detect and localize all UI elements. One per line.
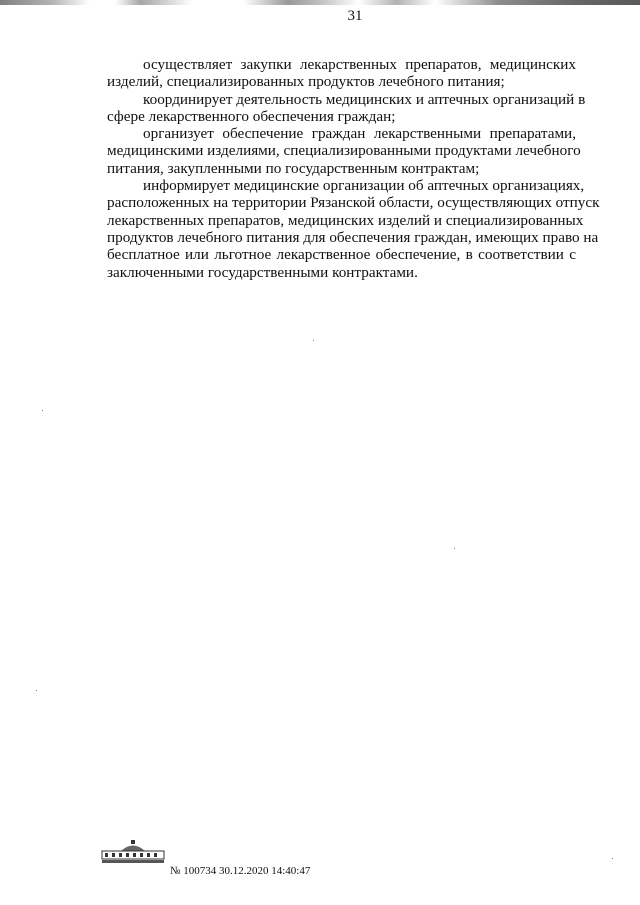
page-number: 31 (347, 8, 363, 24)
scan-speck (313, 340, 314, 341)
scan-speck (612, 858, 613, 859)
building-logo-icon (101, 840, 165, 864)
document-body (107, 56, 600, 281)
text-line: медицинскими изделиями, специализированными продуктами лечебного (107, 142, 581, 160)
scan-speck (42, 410, 43, 411)
text-line: питания, закупленными по государственным контрактам; (107, 159, 480, 177)
registration-stamp: № 100734 30.12.2020 14:40:47 (170, 865, 311, 877)
text-line: сфере лекарственного обеспечения граждан; (107, 107, 396, 125)
text-line: продуктов лечебного питания для обеспечения граждан, имеющих право на (107, 228, 599, 246)
text-line: заключенными государственными контрактами. (107, 263, 418, 281)
text-line: бесплатное или льготное лекарственное обеспечение, в соответствии с (107, 246, 576, 264)
text-line: изделий, специализированных продуктов лечебного питания; (107, 73, 505, 91)
scan-speck (36, 690, 37, 691)
scan-speck (454, 548, 455, 549)
text-line: расположенных на территории Рязанской области, осуществляющих отпуск (107, 194, 600, 212)
text-line: координирует деятельность медицинских и аптечных организаций в (143, 90, 586, 108)
text-line: лекарственных препаратов, медицинских изделий и специализированных (107, 211, 584, 229)
text-line: организует обеспечение граждан лекарственными препаратами, (143, 125, 576, 143)
text-line: осуществляет закупки лекарственных препаратов, медицинских (143, 56, 576, 73)
scan-edge-artifact (0, 0, 640, 5)
text-line: информирует медицинские организации об аптечных организациях, (143, 177, 585, 195)
